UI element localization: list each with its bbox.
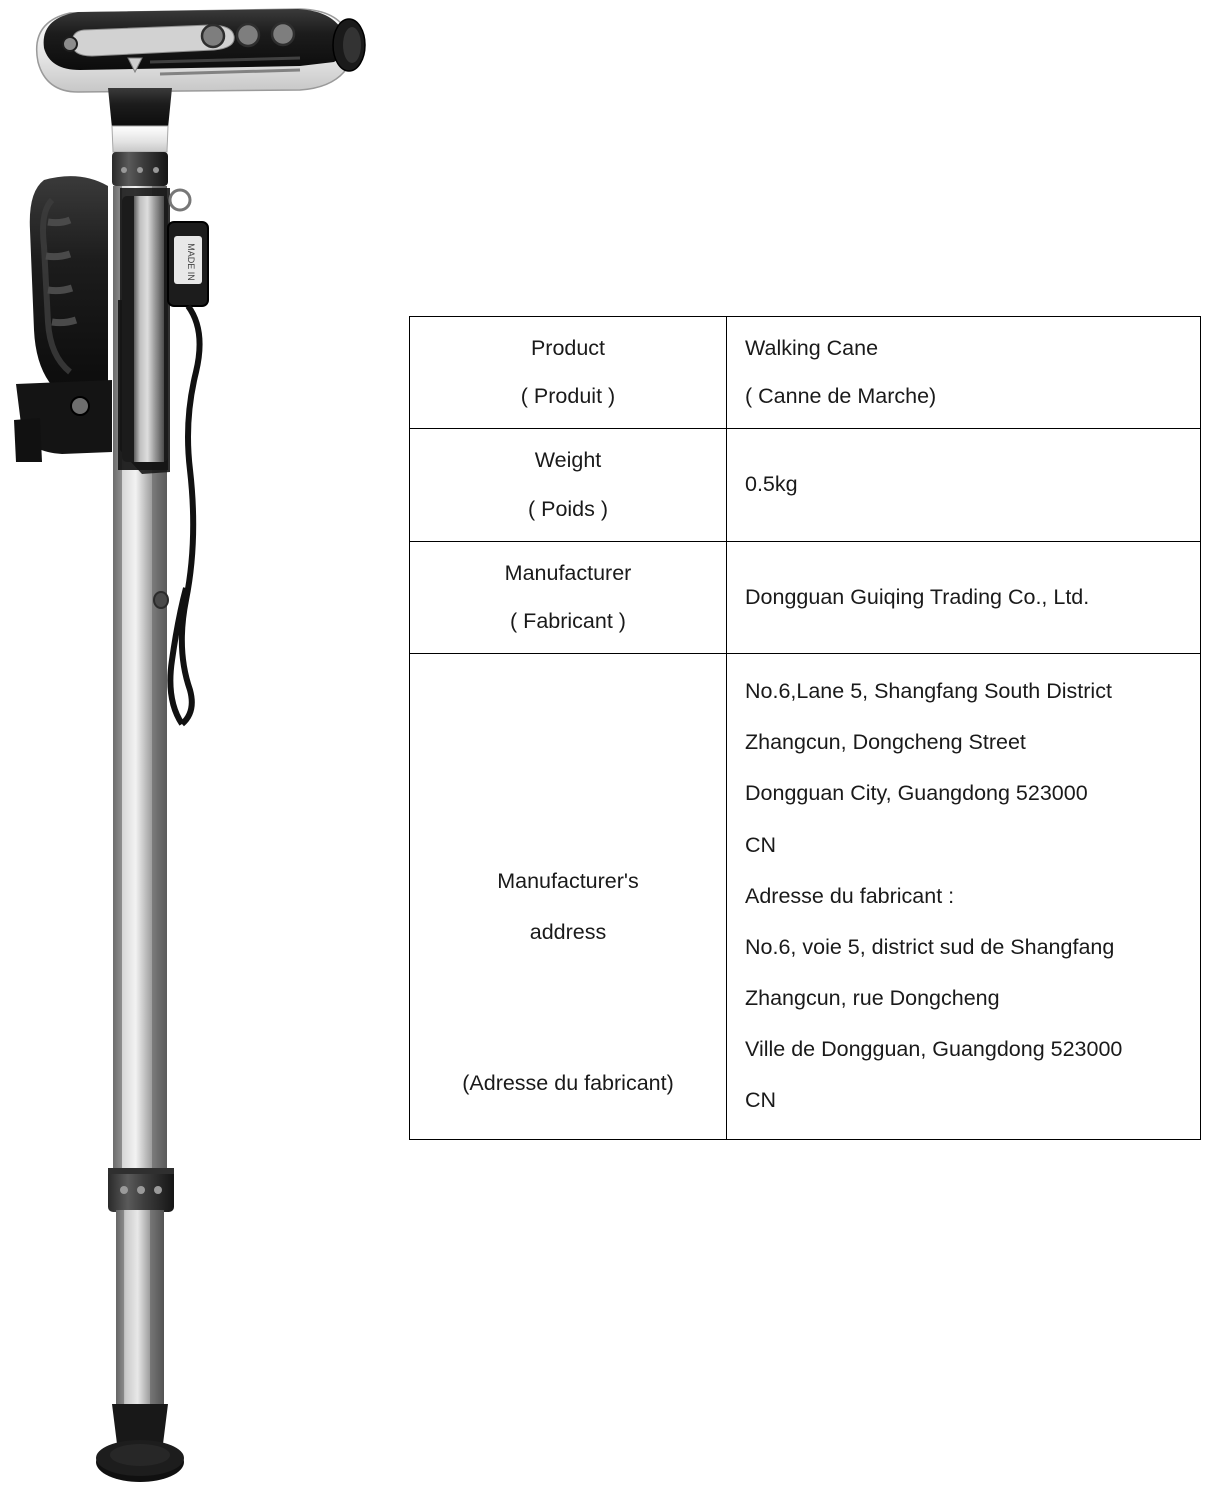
address-line-9: CN <box>745 1088 777 1113</box>
address-label-spacer-mid <box>420 948 716 1068</box>
manufacturer-value: Dongguan Guiqing Trading Co., Ltd. <box>745 584 1090 609</box>
value-cell-manufacturer <box>727 541 1201 653</box>
manufacturer-label-en: Manufacturer <box>504 560 632 585</box>
hang-tag <box>168 190 208 724</box>
value-cell-weight <box>727 429 1201 541</box>
weight-value: 0.5kg <box>745 472 798 497</box>
handle-stud-2 <box>237 24 259 46</box>
table-row-manufacturer <box>410 541 1201 653</box>
weight-label-fr: ( Poids ) <box>527 496 609 521</box>
table-row-product <box>410 317 1201 429</box>
handle-stud-3 <box>272 23 294 45</box>
product-value-en: Walking Cane <box>745 336 879 360</box>
address-line-2: Zhangcun, Dongcheng Street <box>745 730 1026 755</box>
address-line-8: Ville de Dongguan, Guangdong 523000 <box>745 1037 1123 1062</box>
product-image <box>0 0 400 1493</box>
secondary-grip <box>14 176 112 462</box>
address-line-6: No.6, voie 5, district sud de Shangfang <box>745 934 1115 959</box>
table-row-address <box>410 654 1201 1140</box>
value-cell-address <box>727 654 1201 1140</box>
address-label-en-2: address <box>529 919 607 944</box>
address-label-fr: (Adresse du fabricant) <box>462 1070 674 1095</box>
table-row-weight <box>410 429 1201 541</box>
grip-pivot-screw <box>71 397 89 415</box>
mid-adjust-collar <box>108 1168 174 1212</box>
svg-text:MADE IN: MADE IN <box>186 243 196 281</box>
address-line-5: Adresse du fabricant : <box>745 883 955 908</box>
rubber-tip <box>96 1404 184 1482</box>
address-label-en-1: Manufacturer's <box>497 868 639 893</box>
address-line-3: Dongguan City, Guangdong 523000 <box>745 781 1088 806</box>
product-label-en: Product <box>530 336 606 360</box>
address-line-4: CN <box>745 832 777 857</box>
label-cell-product <box>410 317 727 429</box>
label-cell-weight <box>410 429 727 541</box>
product-value-fr: ( Canne de Marche) <box>745 384 937 409</box>
walking-cane-illustration <box>0 0 400 1493</box>
value-cell-product <box>727 317 1201 429</box>
product-spec-table <box>409 316 1201 1140</box>
weight-label-en: Weight <box>534 448 602 473</box>
label-cell-address <box>410 654 727 1140</box>
address-line-7: Zhangcun, rue Dongcheng <box>745 986 1000 1011</box>
address-line-1: No.6,Lane 5, Shangfang South District <box>745 679 1112 704</box>
address-label-spacer-top <box>420 694 716 866</box>
handle-screw <box>63 37 77 51</box>
label-cell-manufacturer <box>410 541 727 653</box>
upper-collar <box>112 152 168 186</box>
manufacturer-label-fr: ( Fabricant ) <box>510 608 626 633</box>
handle-stud-1 <box>202 25 224 47</box>
height-adjust-holes <box>154 592 168 608</box>
cane-handle <box>37 9 365 152</box>
wrist-strap-cord <box>182 306 200 724</box>
product-label-fr: ( Produit ) <box>520 384 616 409</box>
